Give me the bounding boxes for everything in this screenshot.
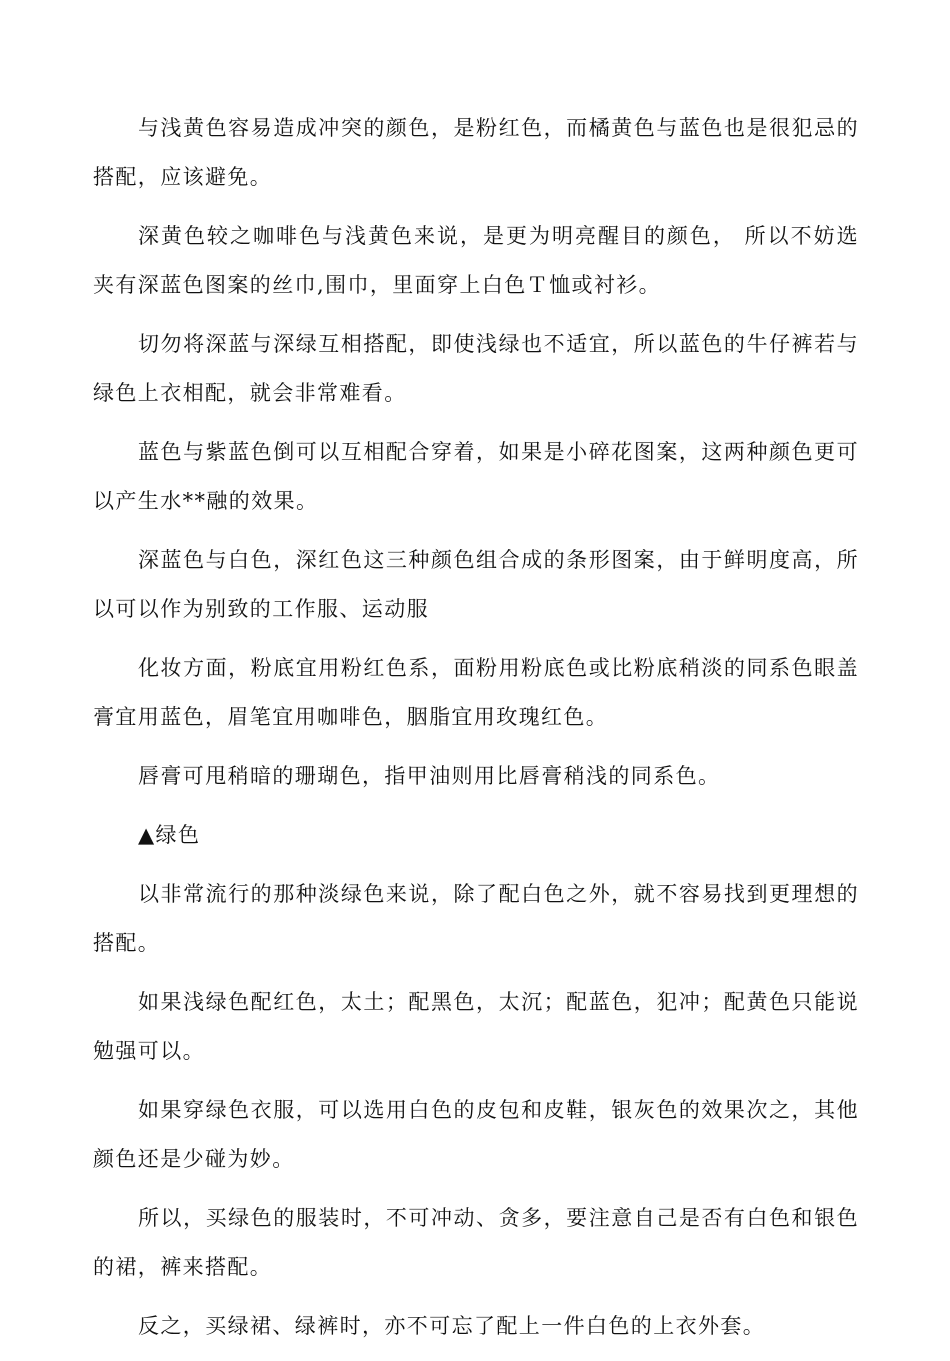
paragraph: 唇膏可甩稍暗的珊瑚色，指甲油则用比唇膏稍浅的同系色。 (138, 764, 721, 788)
paragraph: 反之，买绿裙、绿裤时，亦不可忘了配上一件白色的上衣外套。 (138, 1314, 766, 1338)
paragraph: 如果浅绿色配红色，太土；配黑色，太沉；配蓝色，犯冲；配黄色只能说勉强可以。 (93, 990, 859, 1063)
paragraph: 所以，买绿色的服装时，不可冲动、贪多，要注意自己是否有白色和银色的裙，裤来搭配。 (93, 1206, 859, 1279)
section-heading: ▲绿色 (138, 823, 201, 847)
paragraph: 蓝色与紫蓝色倒可以互相配合穿着，如果是小碎花图案，这两种颜色更可以产生水**融的效果。 (93, 440, 859, 513)
paragraph: 化妆方面，粉底宜用粉红色系，面粉用粉底色或比粉底稍淡的同系色眼盖膏宜用蓝色，眉笔宜用咖啡色，胭脂宜用玫瑰红色。 (93, 656, 859, 729)
paragraph: 切勿将深蓝与深绿互相搭配，即使浅绿也不适宜，所以蓝色的牛仔裤若与绿色上衣相配，就会非常难看。 (93, 332, 859, 405)
paragraph: 以非常流行的那种淡绿色来说，除了配白色之外，就不容易找到更理想的搭配。 (93, 882, 859, 955)
paragraph: 深黄色较之咖啡色与浅黄色来说，是更为明亮醒目的颜色， 所以不妨选夹有深蓝色图案的丝巾,围巾，里面穿上白色Ｔ恤或衬衫。 (93, 224, 859, 297)
paragraph: 如果穿绿色衣服，可以选用白色的皮包和皮鞋，银灰色的效果次之，其他颜色还是少碰为妙。 (93, 1098, 859, 1171)
paragraph: 与浅黄色容易造成冲突的颜色，是粉红色，而橘黄色与蓝色也是很犯忌的搭配，应该避免。 (93, 116, 859, 189)
paragraph: 深蓝色与白色，深红色这三种颜色组合成的条形图案，由于鲜明度高，所以可以作为别致的工作服、运动服 (93, 548, 859, 621)
document-body (93, 104, 859, 1361)
